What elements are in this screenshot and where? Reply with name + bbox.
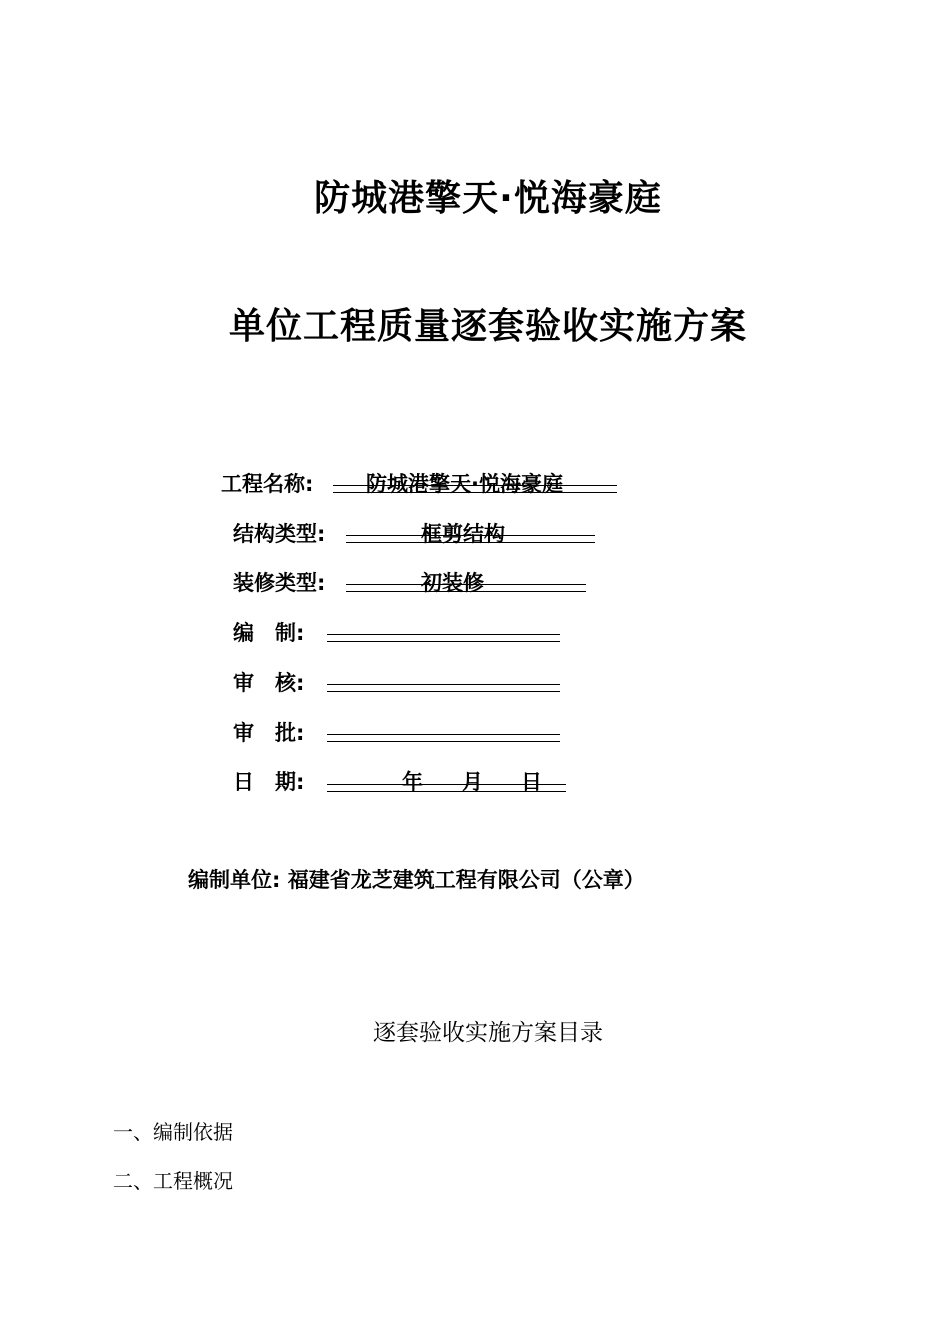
project-name-value: 防城港擎天·悦海豪庭: [366, 472, 563, 496]
date-label: 日 期:: [233, 770, 305, 794]
document-title: 单位工程质量逐套验收实施方案: [228, 306, 747, 347]
project-title: 防城港擎天·悦海豪庭: [314, 178, 662, 219]
approved-by-label: 审 批:: [233, 721, 305, 745]
reviewed-by-label: 审 核:: [233, 671, 305, 695]
toc-item: 一、编制依据: [113, 1120, 233, 1144]
decoration-type-label: 装修类型:: [233, 571, 326, 595]
reviewed-by-underline: [327, 684, 560, 692]
prepared-by-label: 编 制:: [233, 621, 305, 645]
approved-by-underline: [327, 734, 560, 742]
project-name-label: 工程名称:: [221, 472, 314, 496]
date-month: 月: [462, 770, 483, 794]
date-year: 年: [402, 770, 423, 794]
structure-type-label: 结构类型:: [233, 522, 326, 546]
prepared-by-underline: [327, 634, 560, 642]
structure-type-value: 框剪结构: [421, 522, 505, 546]
toc-item: 二、工程概况: [113, 1169, 233, 1193]
toc-title: 逐套验收实施方案目录: [373, 1020, 603, 1046]
date-day: 日: [521, 770, 542, 794]
compiling-unit: 编制单位: 福建省龙芝建筑工程有限公司（公章）: [188, 868, 645, 892]
decoration-type-value: 初装修: [421, 571, 484, 595]
